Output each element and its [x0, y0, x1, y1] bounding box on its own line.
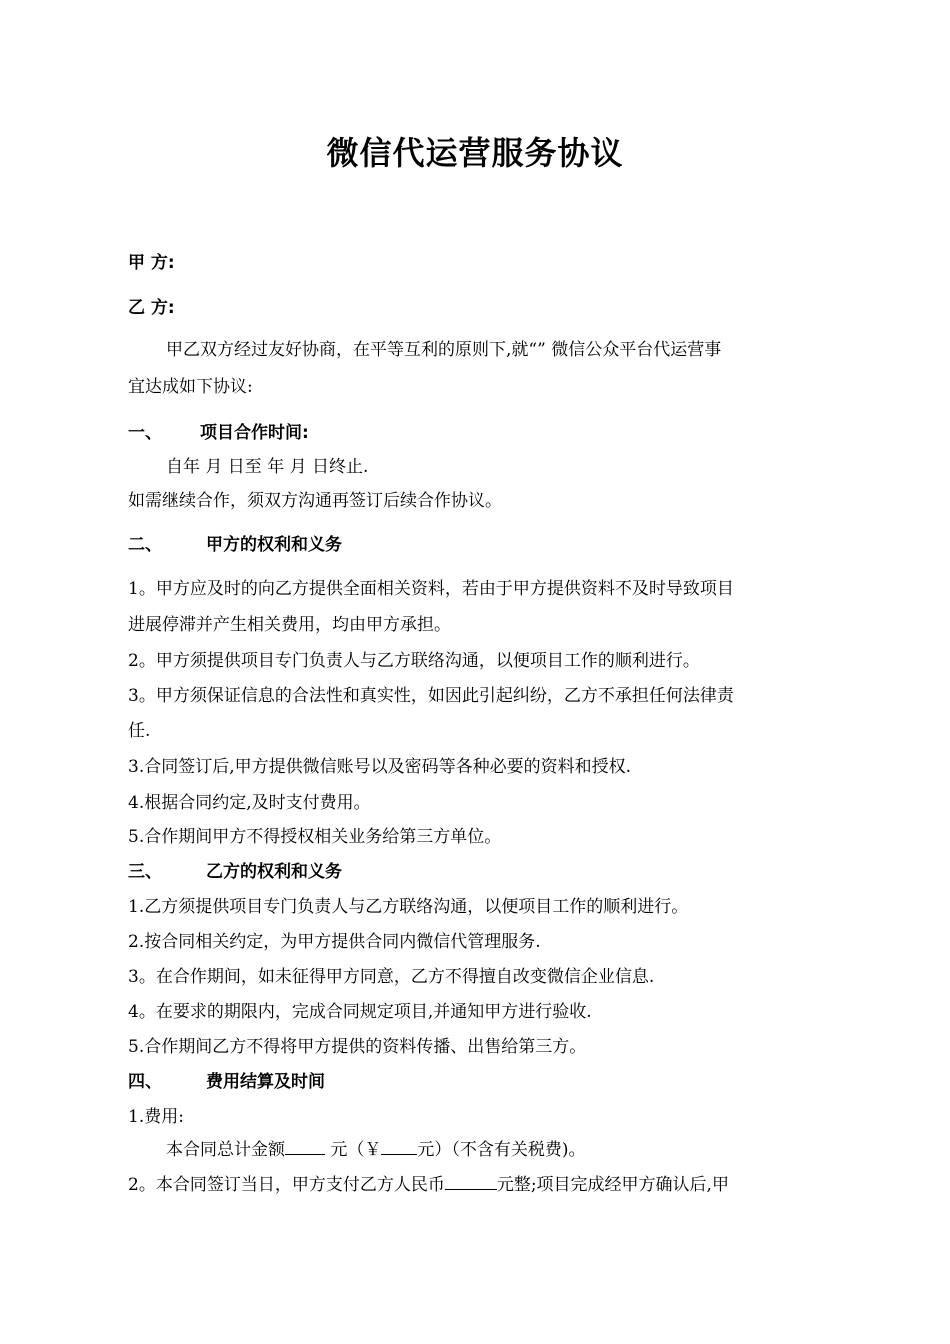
section-2-heading — [128, 530, 828, 555]
payment-amount-blank — [445, 1175, 497, 1190]
section-3-item: 3。在合作期间，如未征得甲方同意，乙方不得擅自改变微信企业信息. — [128, 967, 655, 987]
section-2-item: 3.合同签订后,甲方提供微信账号以及密码等各种必要的资料和授权. — [128, 757, 632, 777]
section-2-item: 2。甲方须提供项目专门负责人与乙方联络沟通，以便项目工作的顺利进行。 — [128, 651, 700, 671]
fee-tax-note: 元）（不含有关税费)。 — [417, 1140, 586, 1160]
payment-text-continued: 元整;项目完成经甲方确认后,甲 — [496, 1175, 729, 1195]
fee-amount-line — [166, 1135, 866, 1160]
party-a-label: 甲 方: — [128, 253, 175, 273]
section-3-item: 2.按合同相关约定，为甲方提供合同内微信代管理服务. — [128, 932, 541, 952]
section-2-title: 甲方的权利和义务 — [206, 535, 342, 555]
payment-line — [128, 1170, 828, 1195]
fee-yuan-blank — [381, 1140, 417, 1155]
section-2-number: 二、 — [128, 535, 162, 555]
document-title: 微信代运营服务协议 — [326, 134, 624, 172]
fee-amount-text: 本合同总计金额 — [166, 1140, 285, 1160]
section-2-item: 进展停滞并产生相关费用，均由甲方承担。 — [128, 615, 451, 635]
section-1-title: 项目合作时间: — [200, 423, 309, 443]
section-1-term: 自年 月 日至 年 月 日终止. — [166, 457, 369, 477]
section-3-title: 乙方的权利和义务 — [206, 862, 342, 882]
section-2-item: 4.根据合同约定,及时支付费用。 — [128, 793, 371, 813]
section-3-item: 5.合作期间乙方不得将甲方提供的资料传播、出售给第三方。 — [128, 1037, 587, 1057]
section-4-title: 费用结算及时间 — [206, 1072, 325, 1092]
section-2-item: 1。甲方应及时的向乙方提供全面相关资料，若由于甲方提供资料不及时导致项目 — [128, 579, 734, 599]
section-2-item: 任. — [128, 721, 151, 741]
party-b-label: 乙 方: — [128, 298, 175, 318]
section-3-number: 三、 — [128, 862, 162, 882]
section-1-heading — [128, 418, 828, 443]
intro-paragraph-line-2: 宜达成如下协议: — [128, 377, 253, 397]
fee-currency-text: 元（￥ — [330, 1140, 382, 1160]
section-1-number: 一、 — [128, 423, 162, 443]
section-4-heading — [128, 1067, 828, 1092]
payment-text: 2。本合同签订当日，甲方支付乙方人民币 — [128, 1175, 445, 1195]
section-3-heading — [128, 857, 828, 882]
section-4-number: 四、 — [128, 1072, 162, 1092]
fee-label: 1.费用: — [128, 1107, 184, 1127]
section-1-renewal: 如需继续合作，须双方沟通再签订后续合作协议。 — [128, 491, 502, 511]
intro-paragraph-line-1: 甲乙双方经过友好协商，在平等互利的原则下,就“” 微信公众平台代运营事 — [166, 340, 722, 360]
fee-amount-blank — [285, 1140, 325, 1155]
section-3-item: 1.乙方须提供项目专门负责人与乙方联络沟通，以便项目工作的顺利进行。 — [128, 897, 689, 917]
section-2-item: 3。甲方须保证信息的合法性和真实性，如因此引起纠纷，乙方不承担任何法律责 — [128, 686, 734, 706]
section-2-item: 5.合作期间甲方不得授权相关业务给第三方单位。 — [128, 827, 502, 847]
section-3-item: 4。在要求的期限内，完成合同规定项目,并通知甲方进行验收. — [128, 1002, 592, 1022]
